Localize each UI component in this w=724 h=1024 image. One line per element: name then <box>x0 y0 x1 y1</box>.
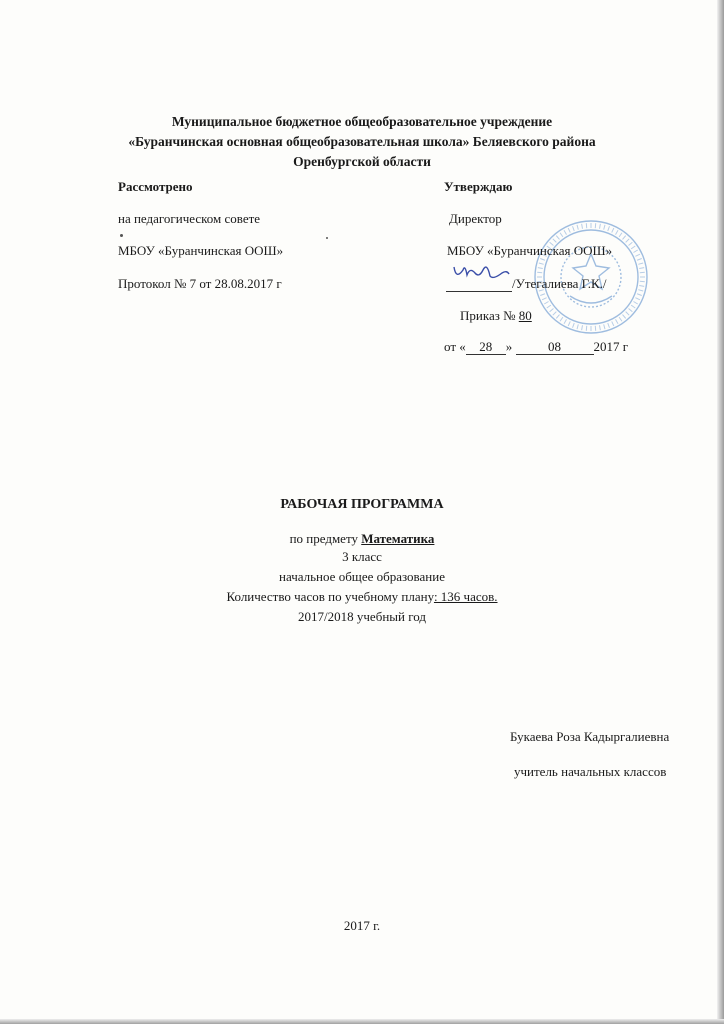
seal-ring-tick <box>608 323 610 328</box>
date-prefix: от « <box>444 339 466 354</box>
seal-ring-tick <box>604 225 605 230</box>
ink-speck <box>120 234 123 237</box>
header-line-3: Оренбургской области <box>293 154 431 169</box>
seal-ring-tick <box>544 302 548 305</box>
grade-line: 3 класс <box>342 549 382 564</box>
program-title: РАБОЧАЯ ПРОГРАММА <box>280 497 444 512</box>
seal-ring-tick <box>540 294 545 296</box>
seal-ring-tick <box>629 242 633 245</box>
seal-ring-tick <box>553 239 557 243</box>
approval-date-line <box>444 339 628 355</box>
seal-ring-tick <box>639 268 644 269</box>
seal-ring-tick <box>604 324 605 329</box>
order-prefix: Приказ № <box>460 308 516 323</box>
left-block-title: Рассмотрено <box>118 179 193 194</box>
seal-ring-tick <box>635 254 640 256</box>
seal-ring-tick <box>608 226 610 231</box>
seal-ring-tick <box>550 308 554 311</box>
seal-ring-tick <box>622 236 625 240</box>
header-line-2: «Буранчинская основная общеобразовательная школа» Беляевского района <box>128 134 596 149</box>
seal-ring-tick <box>573 323 575 328</box>
seal-ring-tick <box>577 324 578 329</box>
scan-edge-right <box>717 0 724 1024</box>
left-block-line-1: на педагогическом совете <box>118 211 261 226</box>
seal-ring-tick <box>553 312 557 316</box>
seal-ring-tick <box>560 233 563 237</box>
footer-year: 2017 г. <box>343 918 381 933</box>
header-line-1: Муниципальное бюджетное общеобразовательное учреждение <box>171 114 553 129</box>
seal-ring-tick <box>631 246 635 249</box>
seal-ring-tick <box>626 239 630 243</box>
seal-ring-tick <box>612 228 614 233</box>
director-name: /Утегалиева Г.К./ <box>512 276 607 291</box>
seal-ring-tick <box>616 319 619 323</box>
seal-ring-tick <box>619 317 622 321</box>
seal-ring-tick <box>616 230 619 234</box>
director-signature <box>446 258 512 288</box>
right-block-title: Утверждаю <box>444 179 513 194</box>
hours-line <box>0 589 724 605</box>
seal-ring-tick <box>637 259 642 261</box>
seal-ring-tick <box>612 321 614 326</box>
subject-line <box>0 531 724 547</box>
hours-prefix: Количество часов по учебному плану <box>226 589 434 604</box>
date-mid: » <box>505 339 513 354</box>
seal-ring-tick <box>631 305 635 308</box>
seal-ring-tick <box>547 305 551 308</box>
date-year: 2017 г <box>593 339 629 354</box>
author-position: учитель начальных классов <box>514 764 667 779</box>
scan-edge-bottom <box>0 1019 724 1024</box>
seal-ring-tick <box>556 236 559 240</box>
seal-ring-tick <box>556 315 559 319</box>
seal-ring-tick <box>564 230 567 234</box>
subject-name: Математика <box>361 531 435 546</box>
hours-value: : 136 часов. <box>433 589 498 604</box>
seal-ring-tick <box>633 302 637 305</box>
academic-year-line: 2017/2018 учебный год <box>298 609 426 624</box>
education-level-line: начальное общее образование <box>279 569 445 584</box>
seal-ring-tick <box>582 325 583 330</box>
seal-ring-tick <box>577 225 578 230</box>
subject-prefix: по предмету <box>289 531 358 546</box>
seal-ring-tick <box>564 319 567 323</box>
seal-ring-tick <box>573 226 575 231</box>
seal-ring-tick <box>622 315 625 319</box>
seal-ring-tick <box>638 290 643 291</box>
order-line <box>460 308 532 324</box>
author-name: Букаева Роза Кадыргалиевна <box>510 729 670 744</box>
seal-ring-tick <box>539 263 544 264</box>
right-block-line-2: МБОУ «Буранчинская ООШ» <box>447 243 613 258</box>
seal-ring-tick <box>629 308 633 311</box>
seal-ring-tick <box>538 268 543 269</box>
seal-ring-tick <box>568 321 570 326</box>
seal-ring-tick <box>600 224 601 229</box>
left-block-line-2: МБОУ «Буранчинская ООШ» <box>118 243 284 258</box>
seal-ring-tick <box>619 233 622 237</box>
date-month: 08 <box>516 340 594 355</box>
seal-ring-tick <box>637 294 642 296</box>
seal-ring-tick <box>560 317 563 321</box>
ink-speck <box>326 237 328 239</box>
seal-ring-tick <box>582 224 583 229</box>
seal-ring-tick <box>600 325 601 330</box>
right-block-line-1: Директор <box>449 211 502 226</box>
seal-ring-tick <box>638 263 643 264</box>
seal-ring-tick <box>633 250 637 253</box>
left-block-line-3: Протокол № 7 от 28.08.2017 г <box>118 276 282 291</box>
order-number: 80 <box>518 308 532 323</box>
seal-ring-tick <box>568 228 570 233</box>
seal-ring-tick <box>542 298 547 300</box>
seal-ring-tick <box>635 298 640 300</box>
seal-ring-tick <box>626 312 630 316</box>
seal-ring-tick <box>639 286 644 287</box>
date-day: 28 <box>466 340 506 355</box>
